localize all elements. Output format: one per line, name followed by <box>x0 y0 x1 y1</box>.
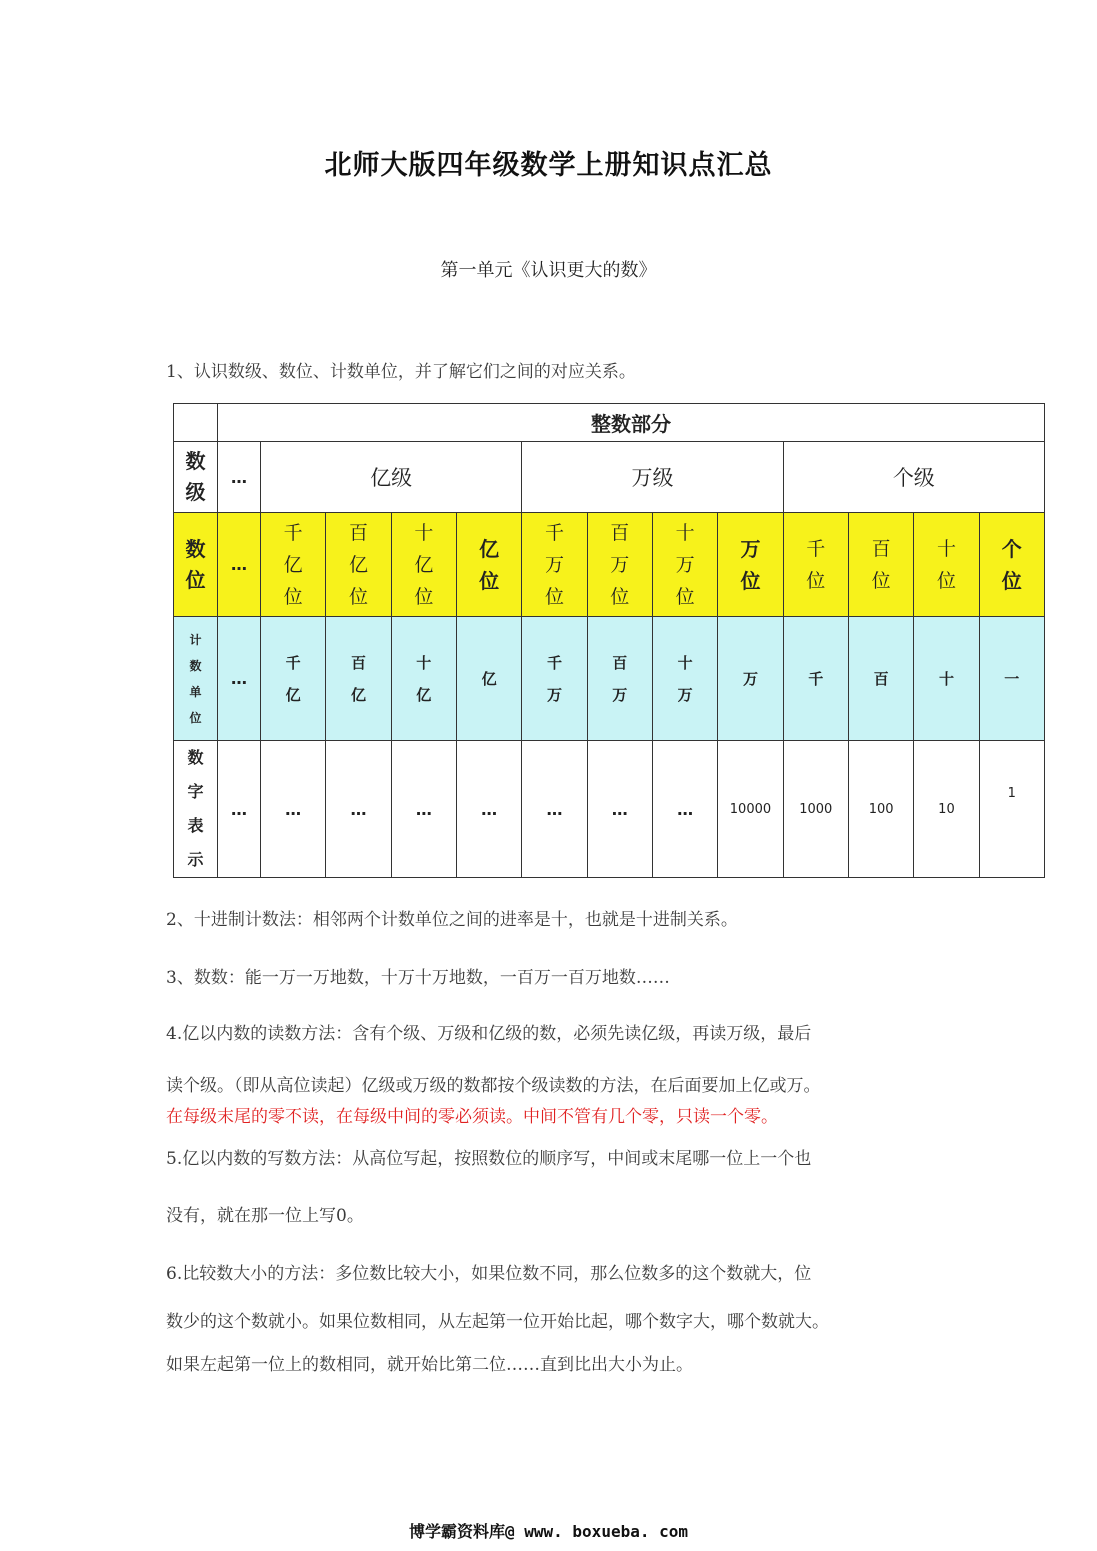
number-cell: 1000 <box>783 741 848 878</box>
footer-watermark: 博学霸资料库@ www. boxueba. com <box>408 1522 689 1541</box>
integer-part-header: 整数部分 <box>218 404 1045 442</box>
number-cell: … <box>391 741 456 878</box>
item-4-line-2: 读个级。（即从高位读起）亿级或万级的数都按个级读数的方法，在后面要加上亿或万。 <box>166 1076 821 1096</box>
number-row <box>174 741 1045 878</box>
unit-cell: 千亿 <box>261 617 326 741</box>
number-cell: … <box>261 741 326 878</box>
level-ellipsis: … <box>218 442 261 513</box>
empty-corner-cell <box>174 404 218 442</box>
place-value-table <box>173 403 1045 878</box>
unit-cell: 亿 <box>456 617 521 741</box>
unit-cell: 百 <box>848 617 913 741</box>
level-wan: 万级 <box>522 442 783 513</box>
number-cell: 100 <box>848 741 913 878</box>
unit-row <box>174 617 1045 741</box>
place-row <box>174 513 1045 617</box>
number-cell: 10000 <box>718 741 783 878</box>
place-cell: 十万位 <box>652 513 717 617</box>
item-3: 3、数数：能一万一万地数，十万十万地数，一百万一百万地数…… <box>166 968 670 988</box>
number-cell: … <box>652 741 717 878</box>
unit-cell: 千万 <box>522 617 587 741</box>
level-yi: 亿级 <box>261 442 522 513</box>
place-cell: 百位 <box>848 513 913 617</box>
unit-cell: 百万 <box>587 617 652 741</box>
item-6-line-2: 数少的这个数就小。如果位数相同，从左起第一位开始比起，哪个数字大，哪个数就大。 <box>166 1312 829 1332</box>
number-cell: … <box>218 741 261 878</box>
item-4-red-rule: 在每级末尾的零不读，在每级中间的零必须读。中间不管有几个零，只读一个零。 <box>166 1107 778 1127</box>
item-6-line-1: 6.比较数大小的方法：多位数比较大小，如果位数不同，那么位数多的这个数就大，位 <box>166 1264 812 1284</box>
unit-cell: 一 <box>979 617 1044 741</box>
unit-cell: 万 <box>718 617 783 741</box>
number-cell: … <box>456 741 521 878</box>
place-cell: 百亿位 <box>326 513 391 617</box>
number-cell: … <box>522 741 587 878</box>
item-5-line-1: 5.亿以内数的写数方法：从高位写起，按照数位的顺序写，中间或末尾哪一位上一个也 <box>166 1149 812 1169</box>
number-cell: 10 <box>914 741 979 878</box>
unit-cell: 十亿 <box>391 617 456 741</box>
number-row-label: 数字表示 <box>174 741 218 878</box>
place-cell: 千万位 <box>522 513 587 617</box>
place-cell: 千位 <box>783 513 848 617</box>
item-1: 1、认识数级、数位、计数单位，并了解它们之间的对应关系。 <box>166 362 636 382</box>
place-cell: 十位 <box>914 513 979 617</box>
unit-cell: 十 <box>914 617 979 741</box>
number-cell: … <box>587 741 652 878</box>
place-cell: 十亿位 <box>391 513 456 617</box>
document-title: 北师大版四年级数学上册知识点汇总 <box>324 150 773 181</box>
place-cell: 千亿位 <box>261 513 326 617</box>
unit-cell: 千 <box>783 617 848 741</box>
item-5-line-2: 没有，就在那一位上写0。 <box>166 1206 364 1226</box>
place-ellipsis: … <box>218 513 261 617</box>
unit-ellipsis: … <box>218 617 261 741</box>
place-cell: 个位 <box>979 513 1044 617</box>
place-cell: 百万位 <box>587 513 652 617</box>
place-cell: 亿位 <box>456 513 521 617</box>
item-4-line-1: 4.亿以内数的读数方法：含有个级、万级和亿级的数，必须先读亿级，再读万级，最后 <box>166 1024 812 1044</box>
unit-title: 第一单元《认识更大的数》 <box>440 260 657 281</box>
level-row-label: 数级 <box>174 442 218 513</box>
unit-cell: 十万 <box>652 617 717 741</box>
level-ge: 个级 <box>783 442 1044 513</box>
item-6-line-3: 如果左起第一位上的数相同，就开始比第二位……直到比出大小为止。 <box>166 1355 693 1375</box>
unit-cell: 百亿 <box>326 617 391 741</box>
number-cell: 1 <box>979 741 1044 878</box>
item-2: 2、十进制计数法：相邻两个计数单位之间的进率是十，也就是十进制关系。 <box>166 910 738 930</box>
number-cell: … <box>326 741 391 878</box>
place-cell: 万位 <box>718 513 783 617</box>
unit-row-label: 计数单位 <box>174 617 218 741</box>
place-row-label: 数位 <box>174 513 218 617</box>
